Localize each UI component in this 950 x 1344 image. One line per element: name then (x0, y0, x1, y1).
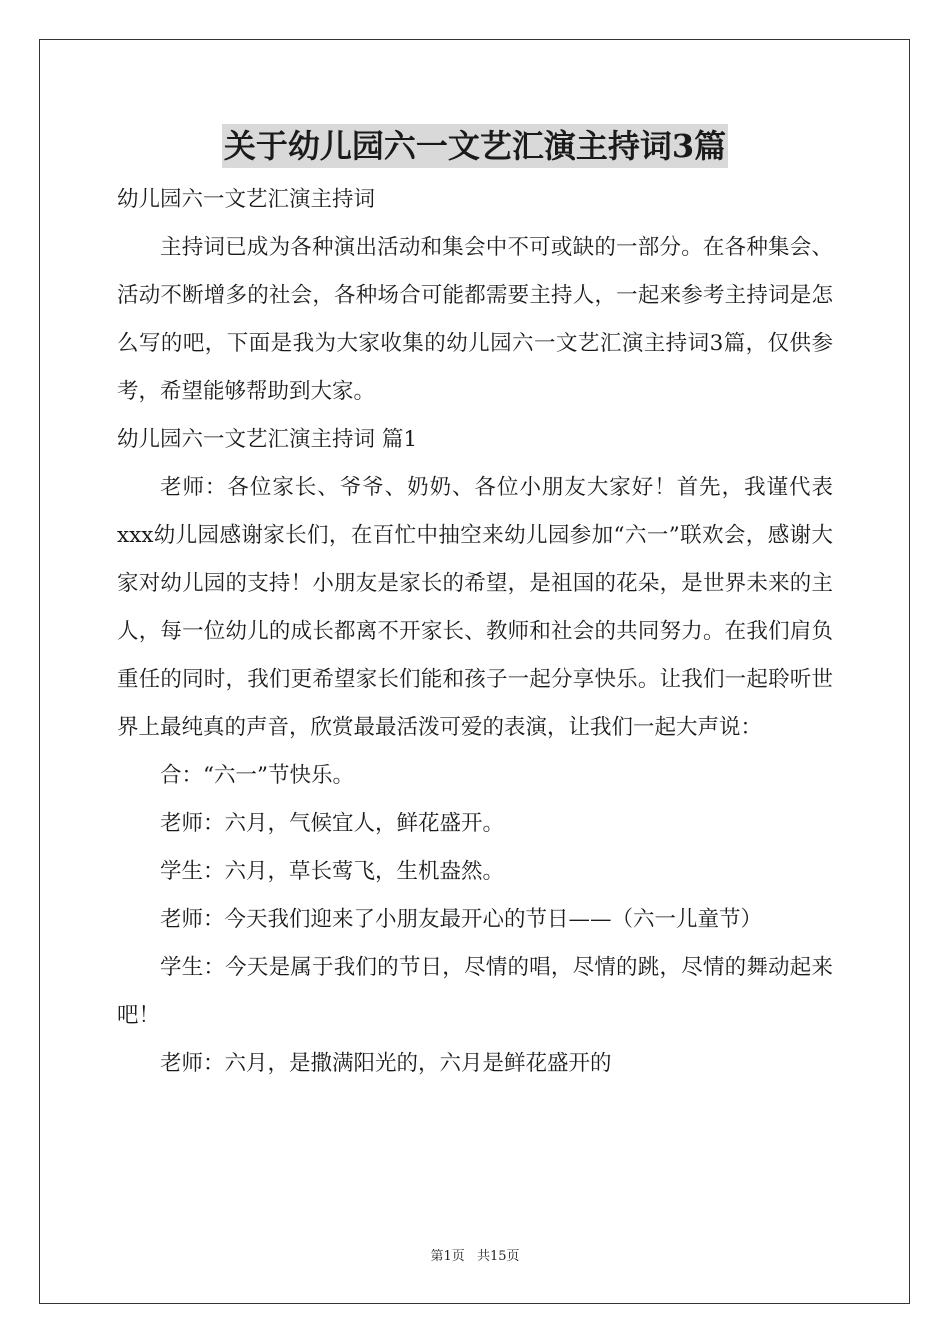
section-heading-part1: 幼儿园六一文艺汇演主持词 篇1 (117, 427, 418, 452)
body-paragraph: 老师：六月，气候宜人，鲜花盛开。 (160, 811, 505, 836)
document-body (117, 176, 833, 1088)
body-paragraph: 老师：今天我们迎来了小朋友最开心的节日——（六一儿童节） (160, 907, 763, 932)
page-number: 第1页 (430, 1249, 465, 1264)
page-footer (0, 1248, 950, 1266)
document-title: 关于幼儿园六一文艺汇演主持词3篇 (222, 124, 728, 168)
body-paragraph: 合：“六一”节快乐。 (160, 763, 354, 788)
title-container (0, 124, 950, 168)
body-paragraph: 老师：各位家长、爷爷、奶奶、各位小朋友大家好！首先，我谨代表xxx幼儿园感谢家长们，在百忙中抽空来幼儿园参加“六一”联欢会，感谢大家对幼儿园的支持！小朋友是家长的希望，是祖国的花朵，是世界未来的主人，每一位幼儿的成长都离不开家长、教师和社会的共同努力。在我们肩负重任的同时，我们更希望家长们能和孩子一起分享快乐。让我们一起聆听世界上最纯真的声音，欣赏最最活泼可爱的表演，让我们一起大声说： (117, 475, 833, 740)
intro-paragraph: 主持词已成为各种演出活动和集会中不可或缺的一部分。在各种集会、活动不断增多的社会，各种场合可能都需要主持人，一起来参考主持词是怎么写的吧，下面是我为大家收集的幼儿园六一文艺汇演主持词3篇，仅供参考，希望能够帮助到大家。 (117, 235, 833, 404)
body-paragraph: 学生：今天是属于我们的节日，尽情的唱，尽情的跳，尽情的舞动起来吧！ (117, 955, 833, 1028)
body-paragraph: 学生：六月，草长莺飞，生机盎然。 (160, 859, 505, 884)
body-paragraph: 老师：六月，是撒满阳光的，六月是鲜花盛开的 (160, 1051, 612, 1076)
section-heading: 幼儿园六一文艺汇演主持词 (117, 187, 376, 212)
page-total: 共15页 (476, 1249, 520, 1264)
